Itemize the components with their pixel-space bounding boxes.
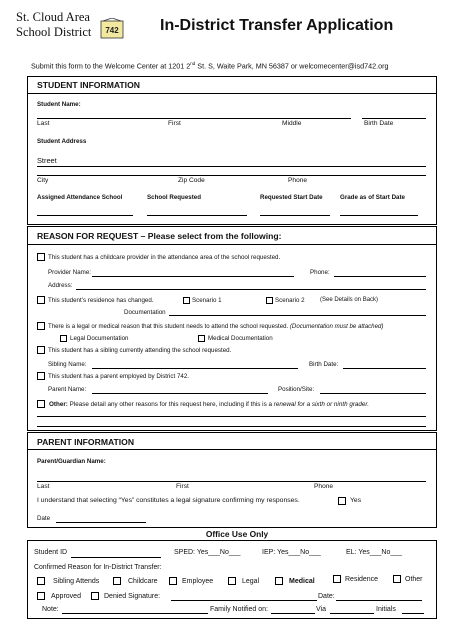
- provider-phone-field[interactable]: [334, 276, 426, 277]
- reason-header-divider: [27, 244, 437, 245]
- city-zip-phone-field[interactable]: [37, 175, 426, 176]
- office-note-label: Note:: [42, 606, 59, 613]
- office-medical-label: Medical: [289, 578, 315, 585]
- office-employee-checkbox[interactable]: [169, 577, 177, 585]
- scenario-1-checkbox[interactable]: [183, 297, 190, 304]
- office-medical-checkbox[interactable]: [275, 577, 283, 585]
- parent-date-label: Date: [37, 515, 51, 522]
- childcare-checkbox[interactable]: [37, 253, 45, 261]
- provider-name-field[interactable]: [92, 276, 294, 277]
- documentation-label: Documentation: [124, 309, 166, 316]
- student-name-label: Student Name:: [37, 101, 81, 108]
- grade-field[interactable]: [340, 215, 418, 216]
- position-site-label: Position/Site:: [278, 386, 315, 393]
- office-confirmed-reason-label: Confirmed Reason for In-District Transfer:: [34, 564, 162, 571]
- other-reason-label: Other: Please detail any other reasons for this request here, including if this is a renewal for a sixth or ninth grader.: [49, 401, 370, 408]
- other-reason-checkbox[interactable]: [37, 400, 45, 408]
- office-sibling-attends-label: Sibling Attends: [53, 578, 100, 585]
- office-family-notified-field[interactable]: [271, 613, 315, 614]
- office-family-notified-label: Family Notified on:: [210, 606, 268, 613]
- other-reason-field-1[interactable]: [37, 416, 426, 417]
- office-other-label: Other: [405, 576, 423, 583]
- legal-documentation-label: Legal Documentation: [70, 335, 129, 342]
- office-initials-field[interactable]: [402, 613, 424, 614]
- svg-text:742: 742: [105, 26, 119, 35]
- legal-documentation-checkbox[interactable]: [60, 335, 67, 342]
- student-birth-date-label: Birth Date: [364, 120, 394, 127]
- parent-first-label: First: [176, 483, 189, 490]
- medical-documentation-label: Medical Documentation: [208, 335, 273, 342]
- office-student-id-field[interactable]: [71, 557, 161, 558]
- residence-changed-checkbox[interactable]: [37, 296, 45, 304]
- documentation-field[interactable]: [169, 315, 426, 316]
- school-requested-field[interactable]: [147, 215, 247, 216]
- office-sped-field[interactable]: SPED: Yes___No___: [174, 549, 241, 556]
- requested-start-date-field[interactable]: [260, 215, 330, 216]
- district-742-mark-icon: [100, 18, 124, 40]
- provider-address-label: Address:: [48, 282, 73, 289]
- scenario-1-label: Scenario 1: [192, 297, 222, 304]
- sibling-name-field[interactable]: [92, 368, 298, 369]
- parent-phone-label: Phone: [314, 483, 334, 490]
- provider-name-label: Provider Name:: [48, 269, 91, 276]
- residence-changed-label: This student’s residence has changed.: [48, 297, 154, 304]
- parent-employed-label: This student has a parent employed by District 742.: [48, 373, 190, 380]
- office-other-checkbox[interactable]: [393, 575, 401, 583]
- office-childcare-label: Childcare: [128, 578, 158, 585]
- sibling-birth-date-label: Birth Date:: [309, 361, 339, 368]
- office-residence-checkbox[interactable]: [333, 575, 341, 583]
- phone-label: Phone: [288, 177, 308, 184]
- reason-heading: REASON FOR REQUEST – Please select from the following:: [37, 231, 282, 241]
- parent-date-field[interactable]: [56, 522, 146, 523]
- consent-yes-checkbox[interactable]: [338, 497, 346, 505]
- submit-instructions: Submit this form to the Welcome Center at 1201 2nd St. S, Waite Park, MN 56387 or welcomecenter@isd742.org: [31, 61, 389, 71]
- student-middle-label: Middle: [282, 120, 302, 127]
- office-childcare-checkbox[interactable]: [113, 577, 121, 585]
- street-field[interactable]: [37, 166, 426, 167]
- office-date-label: Date:: [318, 593, 335, 600]
- parent-name-field[interactable]: [92, 393, 268, 394]
- student-name-field[interactable]: [37, 118, 351, 119]
- sibling-checkbox[interactable]: [37, 346, 45, 354]
- page-title: In-District Transfer Application: [160, 17, 394, 34]
- assigned-school-label: Assigned Attendance School: [37, 194, 123, 201]
- office-denied-checkbox[interactable]: [91, 592, 99, 600]
- assigned-school-field[interactable]: [37, 215, 133, 216]
- requested-start-date-label: Requested Start Date: [260, 194, 323, 201]
- office-sibling-attends-checkbox[interactable]: [37, 577, 45, 585]
- student-last-label: Last: [37, 120, 50, 127]
- street-label: Street: [37, 156, 57, 165]
- scenario-2-label: Scenario 2: [275, 297, 305, 304]
- office-via-label: Via: [316, 606, 326, 613]
- consent-yes-label: Yes: [350, 497, 362, 504]
- office-residence-label: Residence: [345, 576, 379, 583]
- district-logo: [16, 10, 128, 44]
- legal-medical-label: There is a legal or medical reason that this student needs to attend the school requested. (Documentation must be attached): [48, 323, 384, 330]
- logo-text-line1: St. Cloud Area: [16, 10, 90, 24]
- scenario-2-checkbox[interactable]: [266, 297, 273, 304]
- sibling-birth-date-field[interactable]: [343, 368, 426, 369]
- logo-text-line2: School District: [16, 25, 92, 39]
- position-site-field[interactable]: [320, 393, 426, 394]
- parent-information-heading: PARENT INFORMATION: [37, 437, 135, 447]
- consent-statement: I understand that selecting “Yes” constitutes a legal signature confirming my responses.: [37, 497, 300, 504]
- parent-guardian-name-label: Parent/Guardian Name:: [37, 458, 106, 465]
- parent-header-divider: [27, 449, 437, 450]
- grade-label: Grade as of Start Date: [340, 194, 405, 201]
- school-requested-label: School Requested: [147, 194, 201, 201]
- sibling-name-label: Sibling Name:: [48, 361, 87, 368]
- medical-documentation-checkbox[interactable]: [198, 335, 205, 342]
- parent-last-label: Last: [37, 483, 50, 490]
- office-approved-label: Approved: [51, 593, 81, 600]
- student-first-label: First: [168, 120, 181, 127]
- zip-code-label: Zip Code: [178, 177, 205, 184]
- office-iep-field[interactable]: IEP: Yes___No___: [262, 549, 321, 556]
- sibling-label: This student has a sibling currently attending the school requested.: [48, 347, 232, 354]
- office-denied-signature-label: Denied Signature:: [104, 593, 161, 600]
- student-information-heading: STUDENT INFORMATION: [37, 80, 140, 90]
- office-approved-checkbox[interactable]: [37, 592, 45, 600]
- other-reason-field-2[interactable]: [37, 426, 426, 427]
- office-use-only-title: Office Use Only: [205, 529, 269, 539]
- office-note-field[interactable]: [62, 613, 208, 614]
- parent-name-label: Parent Name:: [48, 386, 87, 393]
- office-student-id-label: Student ID: [34, 549, 68, 556]
- office-via-field[interactable]: [330, 613, 374, 614]
- office-legal-checkbox[interactable]: [228, 577, 236, 585]
- childcare-reason-label: This student has a childcare provider in the attendance area of the school requested.: [48, 254, 281, 261]
- provider-address-field[interactable]: [76, 289, 426, 290]
- student-address-label: Student Address: [37, 138, 87, 145]
- provider-phone-label: Phone:: [310, 269, 330, 276]
- office-employee-label: Employee: [182, 578, 214, 585]
- office-legal-label: Legal: [242, 578, 260, 585]
- student-header-divider: [27, 93, 437, 94]
- parent-employed-checkbox[interactable]: [37, 372, 45, 380]
- office-signature-field[interactable]: [171, 600, 317, 601]
- office-initials-label: Initials: [376, 606, 396, 613]
- legal-medical-checkbox[interactable]: [37, 322, 45, 330]
- city-label: City: [37, 177, 49, 184]
- parent-guardian-name-field[interactable]: [37, 481, 426, 482]
- office-date-field[interactable]: [336, 600, 422, 601]
- student-birth-date-field[interactable]: [362, 118, 426, 119]
- office-el-field[interactable]: EL: Yes___No___: [346, 549, 403, 556]
- student-information-section: [27, 76, 437, 225]
- see-details-note: (See Details on Back): [320, 297, 379, 303]
